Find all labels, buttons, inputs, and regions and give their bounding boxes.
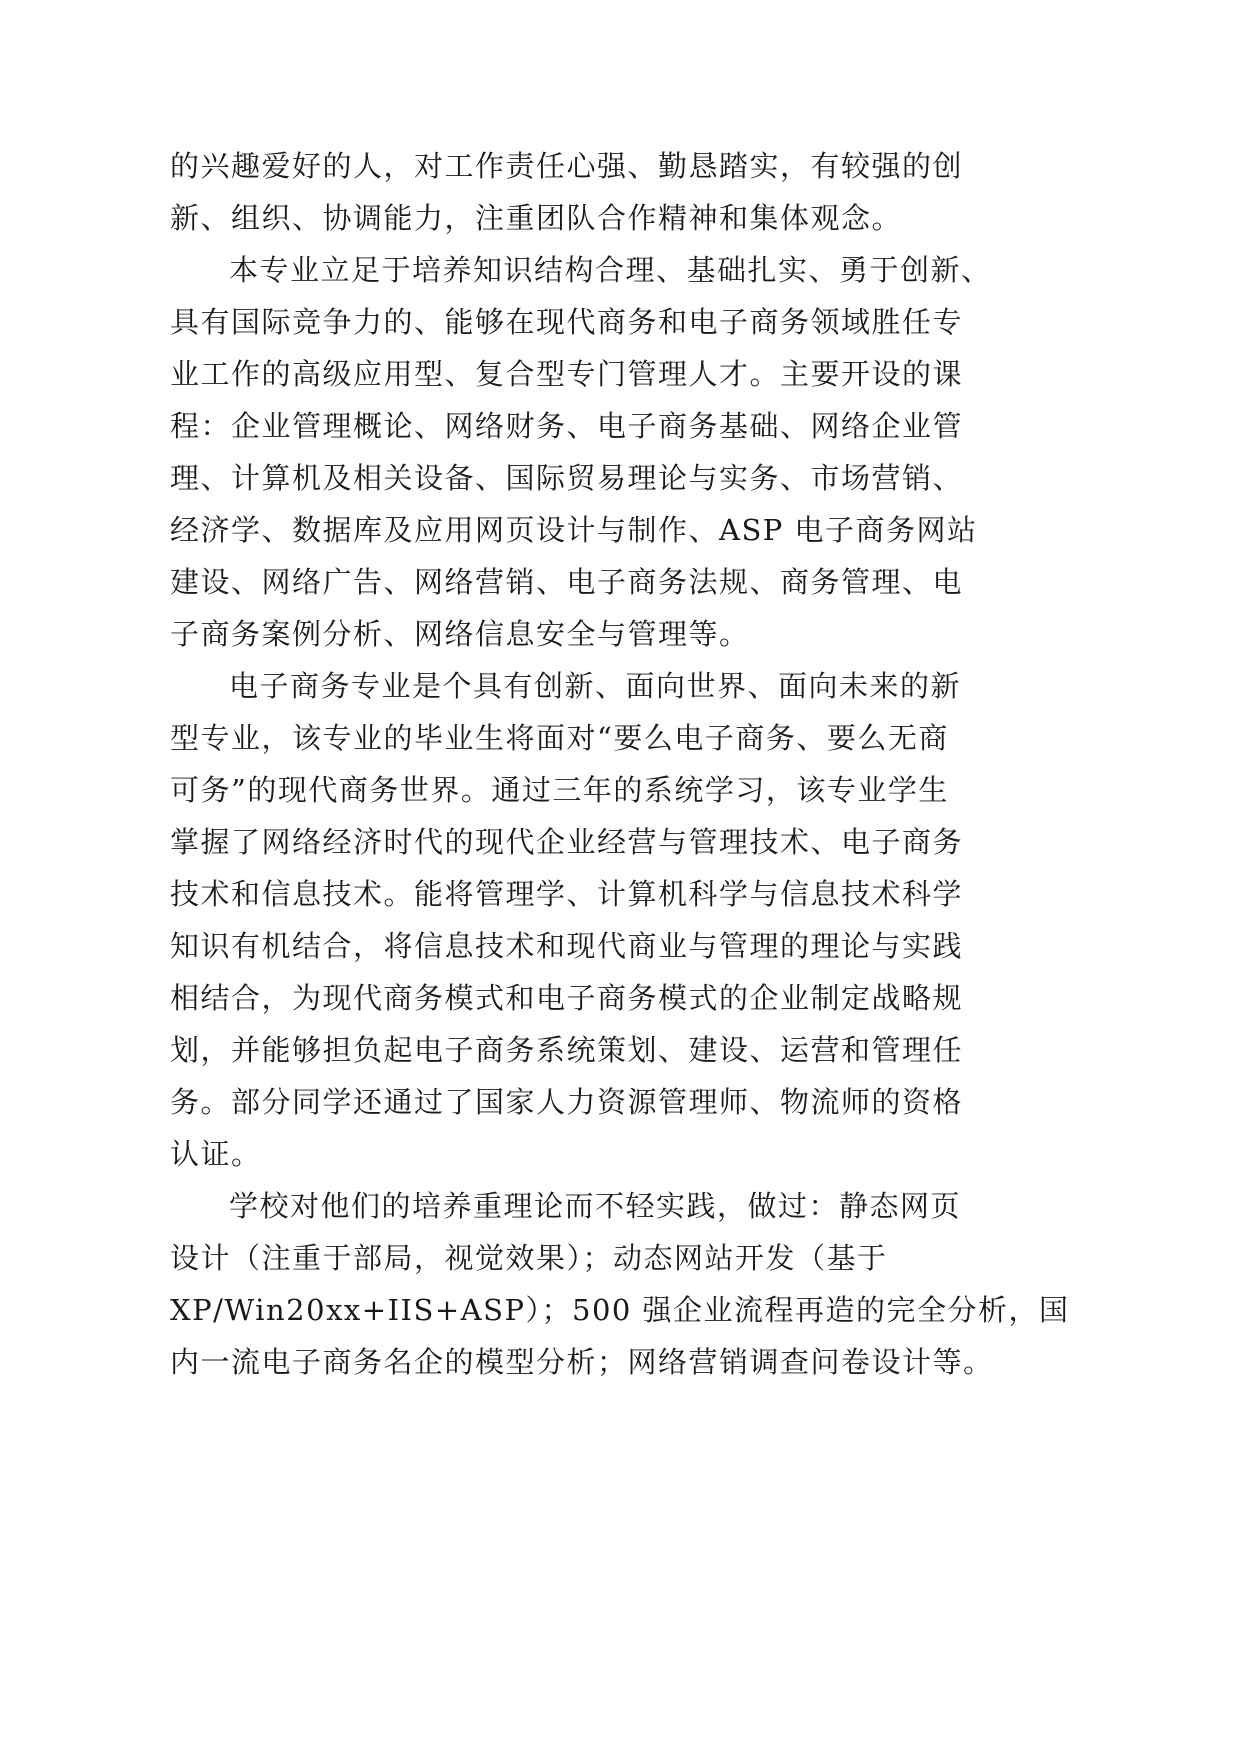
paragraph-start-line: 本专业立足于培养知识结构合理、基础扎实、勇于创新、 bbox=[229, 253, 992, 287]
text-line: 新、组织、协调能力，注重团队合作精神和集体观念。 bbox=[170, 201, 903, 235]
text-line: 可务”的现代商务世界。通过三年的系统学习，该专业学生 bbox=[170, 773, 949, 807]
text-line: 业工作的高级应用型、复合型专门管理人才。主要开设的课 bbox=[170, 357, 964, 391]
text-line: XP/Win20xx+IIS+ASP）；500 强企业流程再造的完全分析，国 bbox=[170, 1293, 1070, 1327]
text-line: 理、计算机及相关设备、国际贸易理论与实务、市场营销、 bbox=[170, 461, 964, 495]
text-line: 子商务案例分析、网络信息安全与管理等。 bbox=[170, 617, 750, 651]
text-line: 技术和信息技术。能将管理学、计算机科学与信息技术科学 bbox=[170, 877, 964, 911]
text-line: 设计（注重于部局，视觉效果）；动态网站开发（基于 bbox=[170, 1241, 888, 1275]
text-line: 具有国际竞争力的、能够在现代商务和电子商务领域胜任专 bbox=[170, 305, 964, 339]
text-line: 内一流电子商务名企的模型分析；网络营销调查问卷设计等。 bbox=[170, 1345, 994, 1379]
text-line: 划，并能够担负起电子商务系统策划、建设、运营和管理任 bbox=[170, 1033, 964, 1067]
text-line: 的兴趣爱好的人，对工作责任心强、勤恳踏实，有较强的创 bbox=[170, 149, 964, 183]
text-line: 认证。 bbox=[170, 1137, 262, 1171]
text-line: 掌握了网络经济时代的现代企业经营与管理技术、电子商务 bbox=[170, 825, 964, 859]
text-line: 相结合，为现代商务模式和电子商务模式的企业制定战略规 bbox=[170, 981, 964, 1015]
paragraph-start-line: 学校对他们的培养重理论而不轻实践，做过：静态网页 bbox=[229, 1189, 962, 1223]
text-line: 经济学、数据库及应用网页设计与制作、ASP 电子商务网站 bbox=[170, 513, 978, 547]
text-line: 型专业，该专业的毕业生将面对“要么电子商务、要么无商 bbox=[170, 721, 949, 755]
text-line: 程：企业管理概论、网络财务、电子商务基础、网络企业管 bbox=[170, 409, 964, 443]
text-line: 知识有机结合，将信息技术和现代商业与管理的理论与实践 bbox=[170, 929, 964, 963]
text-line: 建设、网络广告、网络营销、电子商务法规、商务管理、电 bbox=[170, 565, 964, 599]
paragraph-start-line: 电子商务专业是个具有创新、面向世界、面向未来的新 bbox=[229, 669, 962, 703]
text-line: 务。部分同学还通过了国家人力资源管理师、物流师的资格 bbox=[170, 1085, 964, 1119]
